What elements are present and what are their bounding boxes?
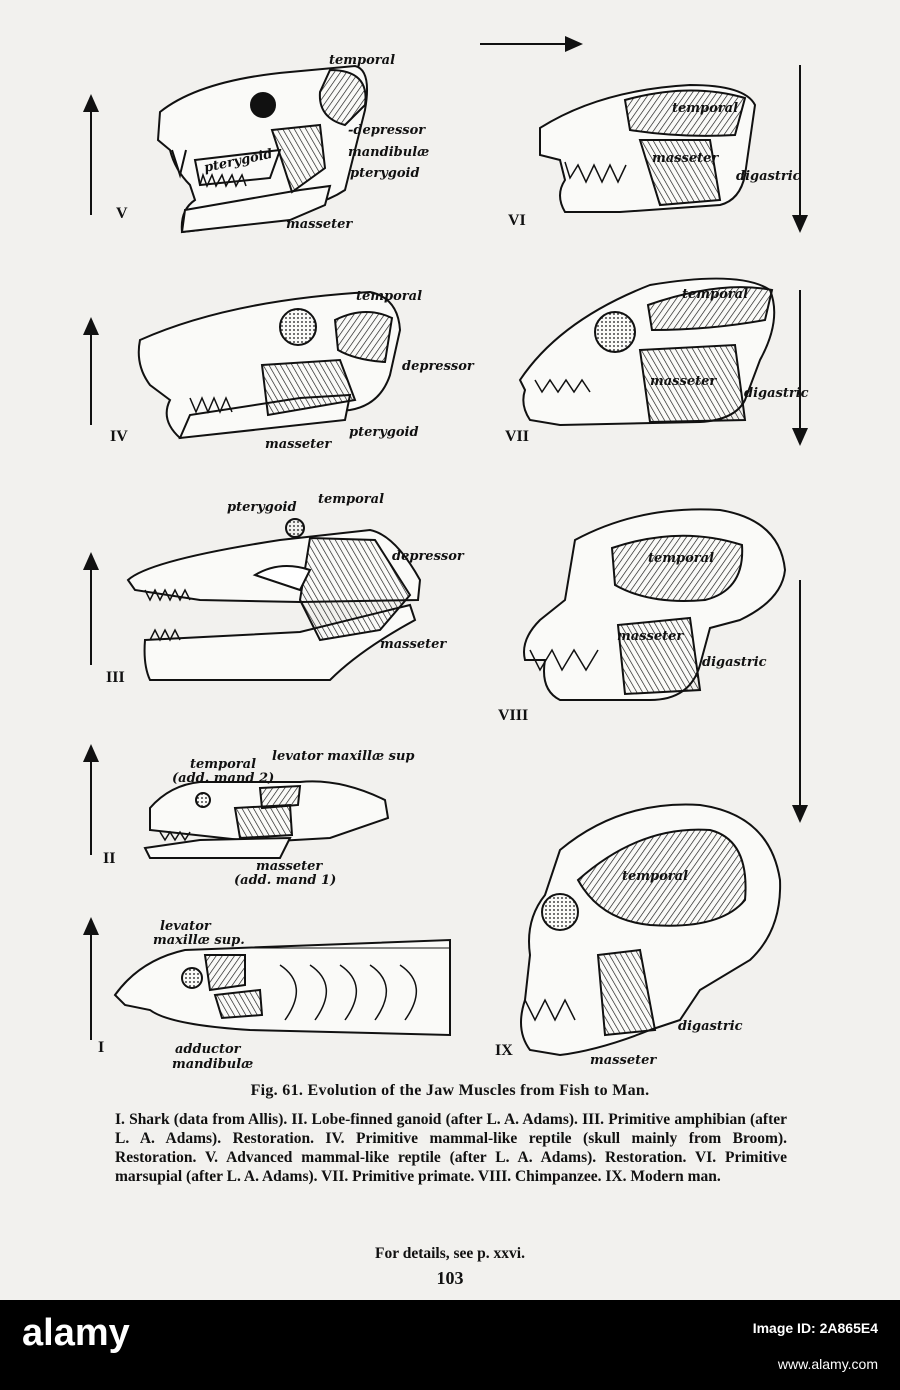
watermark-url: www.alamy.com [777,1356,878,1372]
skull-i [115,940,450,1035]
page-number: 103 [436,1268,464,1288]
label-adductor: adductor [175,1042,241,1057]
label-temporal: temporal [622,869,689,884]
figure-caption-title: Fig. 61. Evolution of the Jaw Muscles from Fish to Man. [250,1082,650,1099]
label-depressor: -depressor [348,123,426,138]
label-masseter: masseter [286,217,353,232]
skull-iii [128,519,420,680]
label-pterygoid: pterygoid [350,166,420,181]
label-temporal: temporal [318,492,385,507]
roman-numeral-viii: VIII [498,707,529,724]
roman-numeral-vii: VII [505,428,530,445]
label-pterygoid: pterygoid [227,500,297,515]
label-levator: levator [160,919,211,934]
alamy-logo: alamy [22,1312,130,1354]
image-id: Image ID: 2A865E4 [752,1320,878,1336]
label-temporal: temporal [672,101,739,116]
label-temporal: temporal [190,757,257,772]
stock-watermark-bar [0,1300,900,1390]
label-masseter: masseter [256,859,323,874]
roman-numeral-v: V [116,205,128,222]
label-temporal: temporal [329,53,396,68]
label-add-mand-2: (add. mand 2) [172,771,275,786]
label-depressor: depressor [402,359,474,374]
skull-ix [521,805,780,1055]
skull-viii [524,509,785,700]
label-masseter: masseter [590,1053,657,1068]
roman-numeral-iii: III [106,669,125,686]
label-depressor: depressor [392,549,464,564]
label-pterygoid: pterygoid [202,146,274,176]
skull-iv [139,292,400,438]
label-masseter: masseter [652,151,719,166]
label-digastric: digastric [736,169,801,184]
label-levator: levator maxillæ sup [272,749,415,764]
label-pterygoid: pterygoid [349,425,419,440]
label-temporal: temporal [648,551,715,566]
label-maxillae-sup: maxillæ sup. [153,933,245,948]
label-mandibulae: mandibulæ [172,1057,254,1072]
figure-caption-body: I. Shark (data from Allis). II. Lobe-finned ganoid (after L. A. Adams). III. Primitive amphibian (after L. A. Adams). Restoration. IV. Primitive mammal-like reptile (skull mainly from Broom). Restoration. V. Advanced mammal-like reptile (after L. A. Adams). Restoration. VI. Primitive marsupial (after L. A. Adams). VII. Primitive primate. VIII. Chimpanzee. IX. Modern man. [115,1111,787,1185]
roman-numeral-i: I [98,1039,105,1056]
roman-numeral-ii: II [103,850,116,867]
label-masseter: masseter [265,437,332,452]
roman-numeral-iv: IV [110,428,128,445]
skull-ii [145,781,388,858]
details-reference: For details, see p. xxvi. [375,1245,525,1262]
label-masseter: masseter [380,637,447,652]
label-masseter: masseter [650,374,717,389]
label-temporal: temporal [682,287,749,302]
label-temporal: temporal [356,289,423,304]
label-digastric: digastric [678,1019,743,1034]
roman-numeral-ix: IX [495,1042,513,1059]
label-masseter: masseter [617,629,684,644]
label-mandibulae: mandibulæ [348,145,430,160]
roman-numeral-vi: VI [508,212,526,229]
label-add-mand-1: (add. mand 1) [234,873,337,888]
label-digastric: digastric [744,386,809,401]
label-digastric: digastric [702,655,767,670]
